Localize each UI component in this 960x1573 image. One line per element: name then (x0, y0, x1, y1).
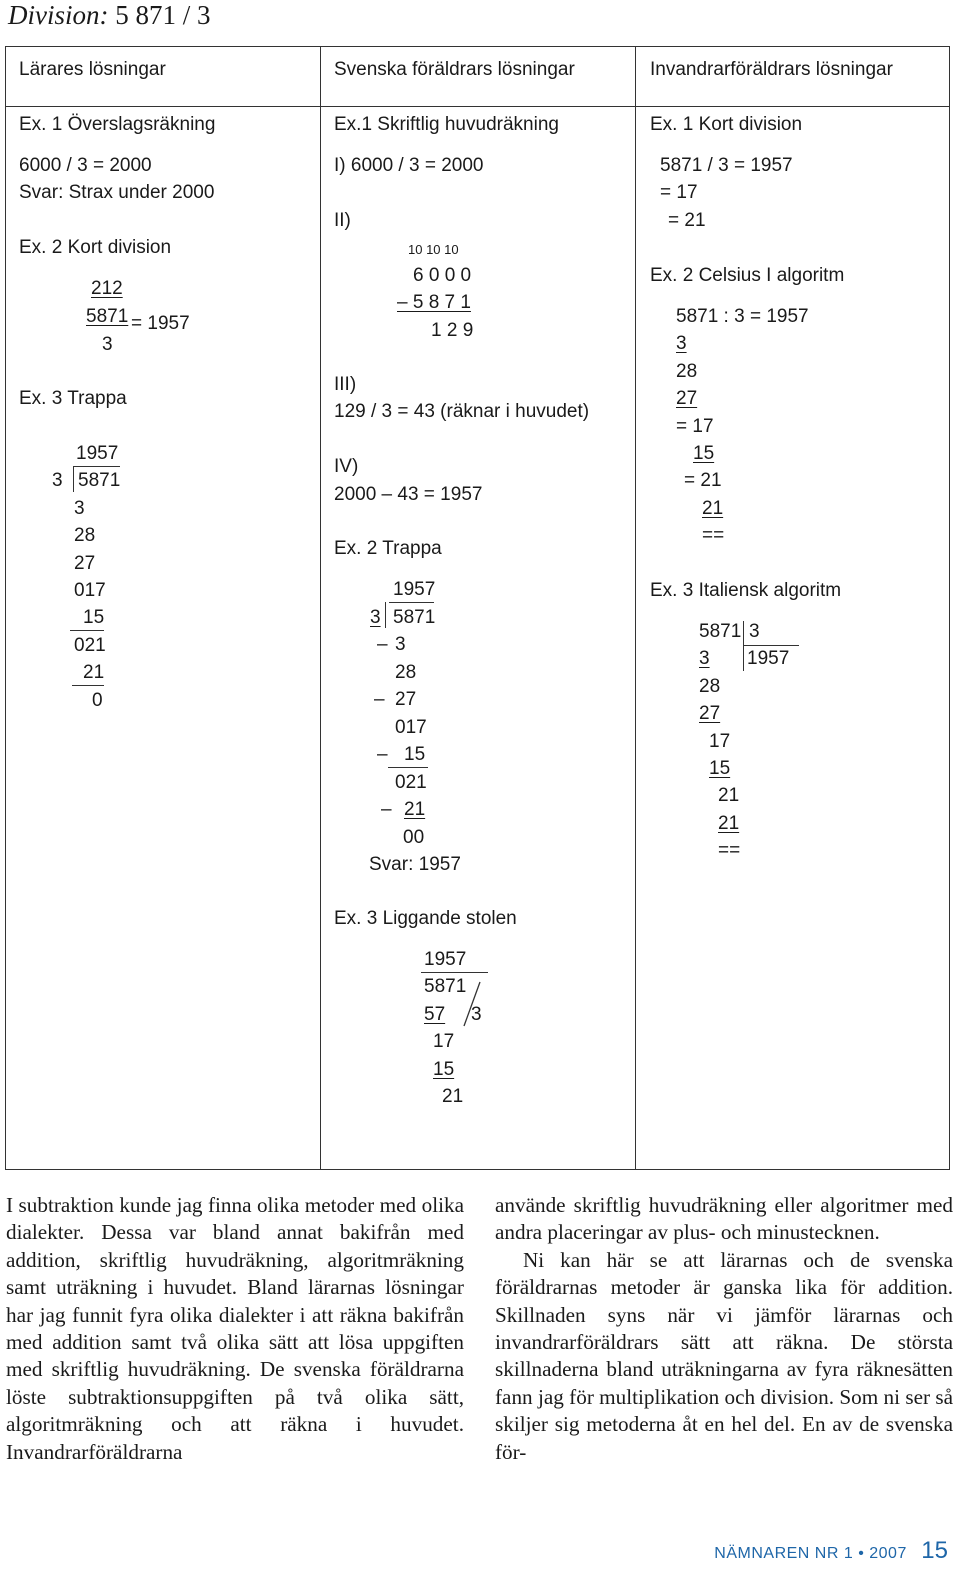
math-line: 27 (699, 703, 721, 724)
division-bar (74, 466, 120, 467)
math-line: IV) (334, 456, 359, 477)
subtraction-line (70, 630, 104, 631)
magazine-name: NÄMNAREN NR 1 • 2007 (714, 1545, 907, 1562)
header-teachers: Lärares lösningar (19, 59, 166, 80)
math-line: 1957 (393, 579, 436, 600)
math-line: = 17 (676, 416, 714, 437)
math-line: = 17 (660, 182, 698, 203)
division-bracket (385, 602, 386, 628)
minus-sign: – (374, 689, 385, 710)
math-line: 5871 (86, 306, 129, 327)
division-horizontal-line (743, 645, 799, 646)
math-line: == (718, 840, 741, 861)
math-line: 021 (74, 635, 106, 656)
math-line: 3 (699, 648, 710, 669)
example-title: Ex. 2 Trappa (334, 538, 442, 559)
math-line: 21 (702, 498, 724, 519)
math-line: 2000 – 43 = 1957 (334, 484, 483, 505)
math-line: 1957 (747, 648, 790, 669)
math-line: 28 (395, 662, 417, 683)
page-title-expression: 5 871 / 3 (115, 0, 211, 30)
division-bracket (73, 466, 74, 492)
subtraction-line (388, 767, 428, 768)
math-line: 3 (370, 607, 381, 628)
example-title: Ex. 2 Kort division (19, 237, 172, 258)
math-line: 3 (471, 1004, 482, 1025)
math-line: 1 2 9 (431, 320, 474, 341)
answer-line: Svar: 1957 (369, 854, 461, 875)
paragraph: I subtraktion kunde jag finna olika metoder med olika dialekter. Dessa var bland annat bakifrån med addition, skriftlig huvudräkning, algoritmräkning samt uträkning i huvudet. Bland lärarnas lösningar har jag funnit fyra olika dialekter i att räkna bakifrån med addition samt två olika sätt att lösa uppgiften med skriftlig huvudräkning. De svenska föräldrarna löste subtraktionsuppgiften på två olika sätt, algoritmräkning och att räkna i huvudet. Invandrarföräldrarna (6, 1193, 464, 1464)
page-title-label: Division: (8, 0, 109, 30)
math-line: 5871 (424, 976, 467, 997)
example-title: Ex.1 Skriftlig huvudräkning (334, 114, 559, 135)
math-line: 6 0 0 0 (413, 265, 472, 286)
math-line: 5871 : 3 = 1957 (676, 306, 809, 327)
math-line: 17 (709, 731, 731, 752)
math-line: 21 (404, 799, 426, 820)
example-title: Ex. 3 Italiensk algoritm (650, 580, 842, 601)
minus-sign: – (377, 744, 388, 765)
math-line: 0 (92, 690, 103, 711)
math-line: = 21 (668, 210, 706, 231)
solutions-table (5, 46, 950, 1170)
body-text-left (6, 1192, 464, 1466)
math-line: 28 (74, 525, 96, 546)
example-title: Ex. 2 Celsius I algoritm (650, 265, 845, 286)
math-line: 3 (395, 634, 406, 655)
page-title (8, 0, 211, 31)
header-swedish-parents: Svenska föräldrars lösningar (334, 59, 575, 80)
math-line: 3 (749, 621, 760, 642)
math-line: 1957 (76, 443, 119, 464)
math-line: 21 (718, 785, 740, 806)
math-line: III) (334, 374, 357, 395)
math-line: 28 (676, 361, 698, 382)
math-line: Svar: Strax under 2000 (19, 182, 215, 203)
math-line: 15 (433, 1059, 455, 1080)
example-title: Ex. 3 Liggande stolen (334, 908, 517, 929)
math-line: 3 (102, 334, 113, 355)
math-line: 3 (74, 498, 85, 519)
math-line: = 1957 (131, 313, 190, 334)
math-line: II) (334, 210, 351, 231)
carry-digits: 10 10 10 (408, 242, 459, 257)
math-line: 017 (395, 717, 427, 738)
math-line: 1957 (424, 949, 467, 970)
math-line: 15 (404, 744, 426, 765)
math-line: 6000 / 3 = 2000 (19, 155, 152, 176)
minus-sign: – (381, 799, 392, 820)
paragraph: använde skriftlig huvudräkning eller algoritmer med andra placeringar av plus- och minustecknen. (495, 1193, 953, 1245)
math-line: 17 (433, 1031, 455, 1052)
header-immigrant-parents: Invandrarföräldrars lösningar (650, 59, 893, 80)
math-line: 021 (395, 772, 427, 793)
math-line: 5871 (699, 621, 742, 642)
paragraph: Ni kan här se att lärarnas och de svenska föräldrarnas metoder är ganska lika för addition. Skillnaden syns när vi jämför lärarnas och invandrarföräldrars sätt att räkna. De största skillnaderna bland uträkningarna av fyra räknesätten fann jag för multiplikation och division. Som ni ser så skiljer sig metoderna åt en hel del. En av de svenska för- (495, 1247, 953, 1464)
math-line: 21 (83, 662, 105, 683)
math-line: 21 (442, 1086, 464, 1107)
minus-sign: – (377, 634, 388, 655)
math-line: = 21 (684, 470, 722, 491)
column-divider-2 (635, 47, 636, 1169)
math-line: 15 (709, 758, 731, 779)
math-line: 21 (718, 813, 740, 834)
math-line: 129 / 3 = 43 (räknar i huvudet) (334, 401, 590, 422)
example-title: Ex. 3 Trappa (19, 388, 127, 409)
math-line: 3 (676, 333, 687, 354)
math-line: 5871 / 3 = 1957 (660, 155, 793, 176)
math-line: 5871 (78, 470, 121, 491)
math-line: 15 (83, 607, 105, 628)
subtraction-line (72, 685, 104, 686)
math-line: 017 (74, 580, 106, 601)
math-line: I) 6000 / 3 = 2000 (334, 155, 484, 176)
example-title: Ex. 1 Överslagsräkning (19, 114, 216, 135)
math-line: 00 (403, 827, 425, 848)
division-bar (421, 972, 488, 973)
example-title: Ex. 1 Kort division (650, 114, 803, 135)
body-text-right (495, 1192, 953, 1466)
math-line: 3 (52, 470, 63, 491)
page-number: 15 (921, 1537, 948, 1564)
math-line: == (702, 525, 725, 546)
page-footer (714, 1537, 948, 1565)
math-line: 15 (693, 443, 715, 464)
math-line: 27 (676, 388, 698, 409)
header-divider (6, 106, 949, 107)
math-line: 27 (395, 689, 417, 710)
column-divider-1 (320, 47, 321, 1169)
math-line: 28 (699, 676, 721, 697)
math-line: 57 (424, 1004, 446, 1025)
math-line: 5871 (393, 607, 436, 628)
math-line: 27 (74, 553, 96, 574)
math-line: 212 (91, 278, 123, 299)
division-bar (389, 602, 434, 603)
math-line: – 5 8 7 1 (397, 292, 471, 313)
